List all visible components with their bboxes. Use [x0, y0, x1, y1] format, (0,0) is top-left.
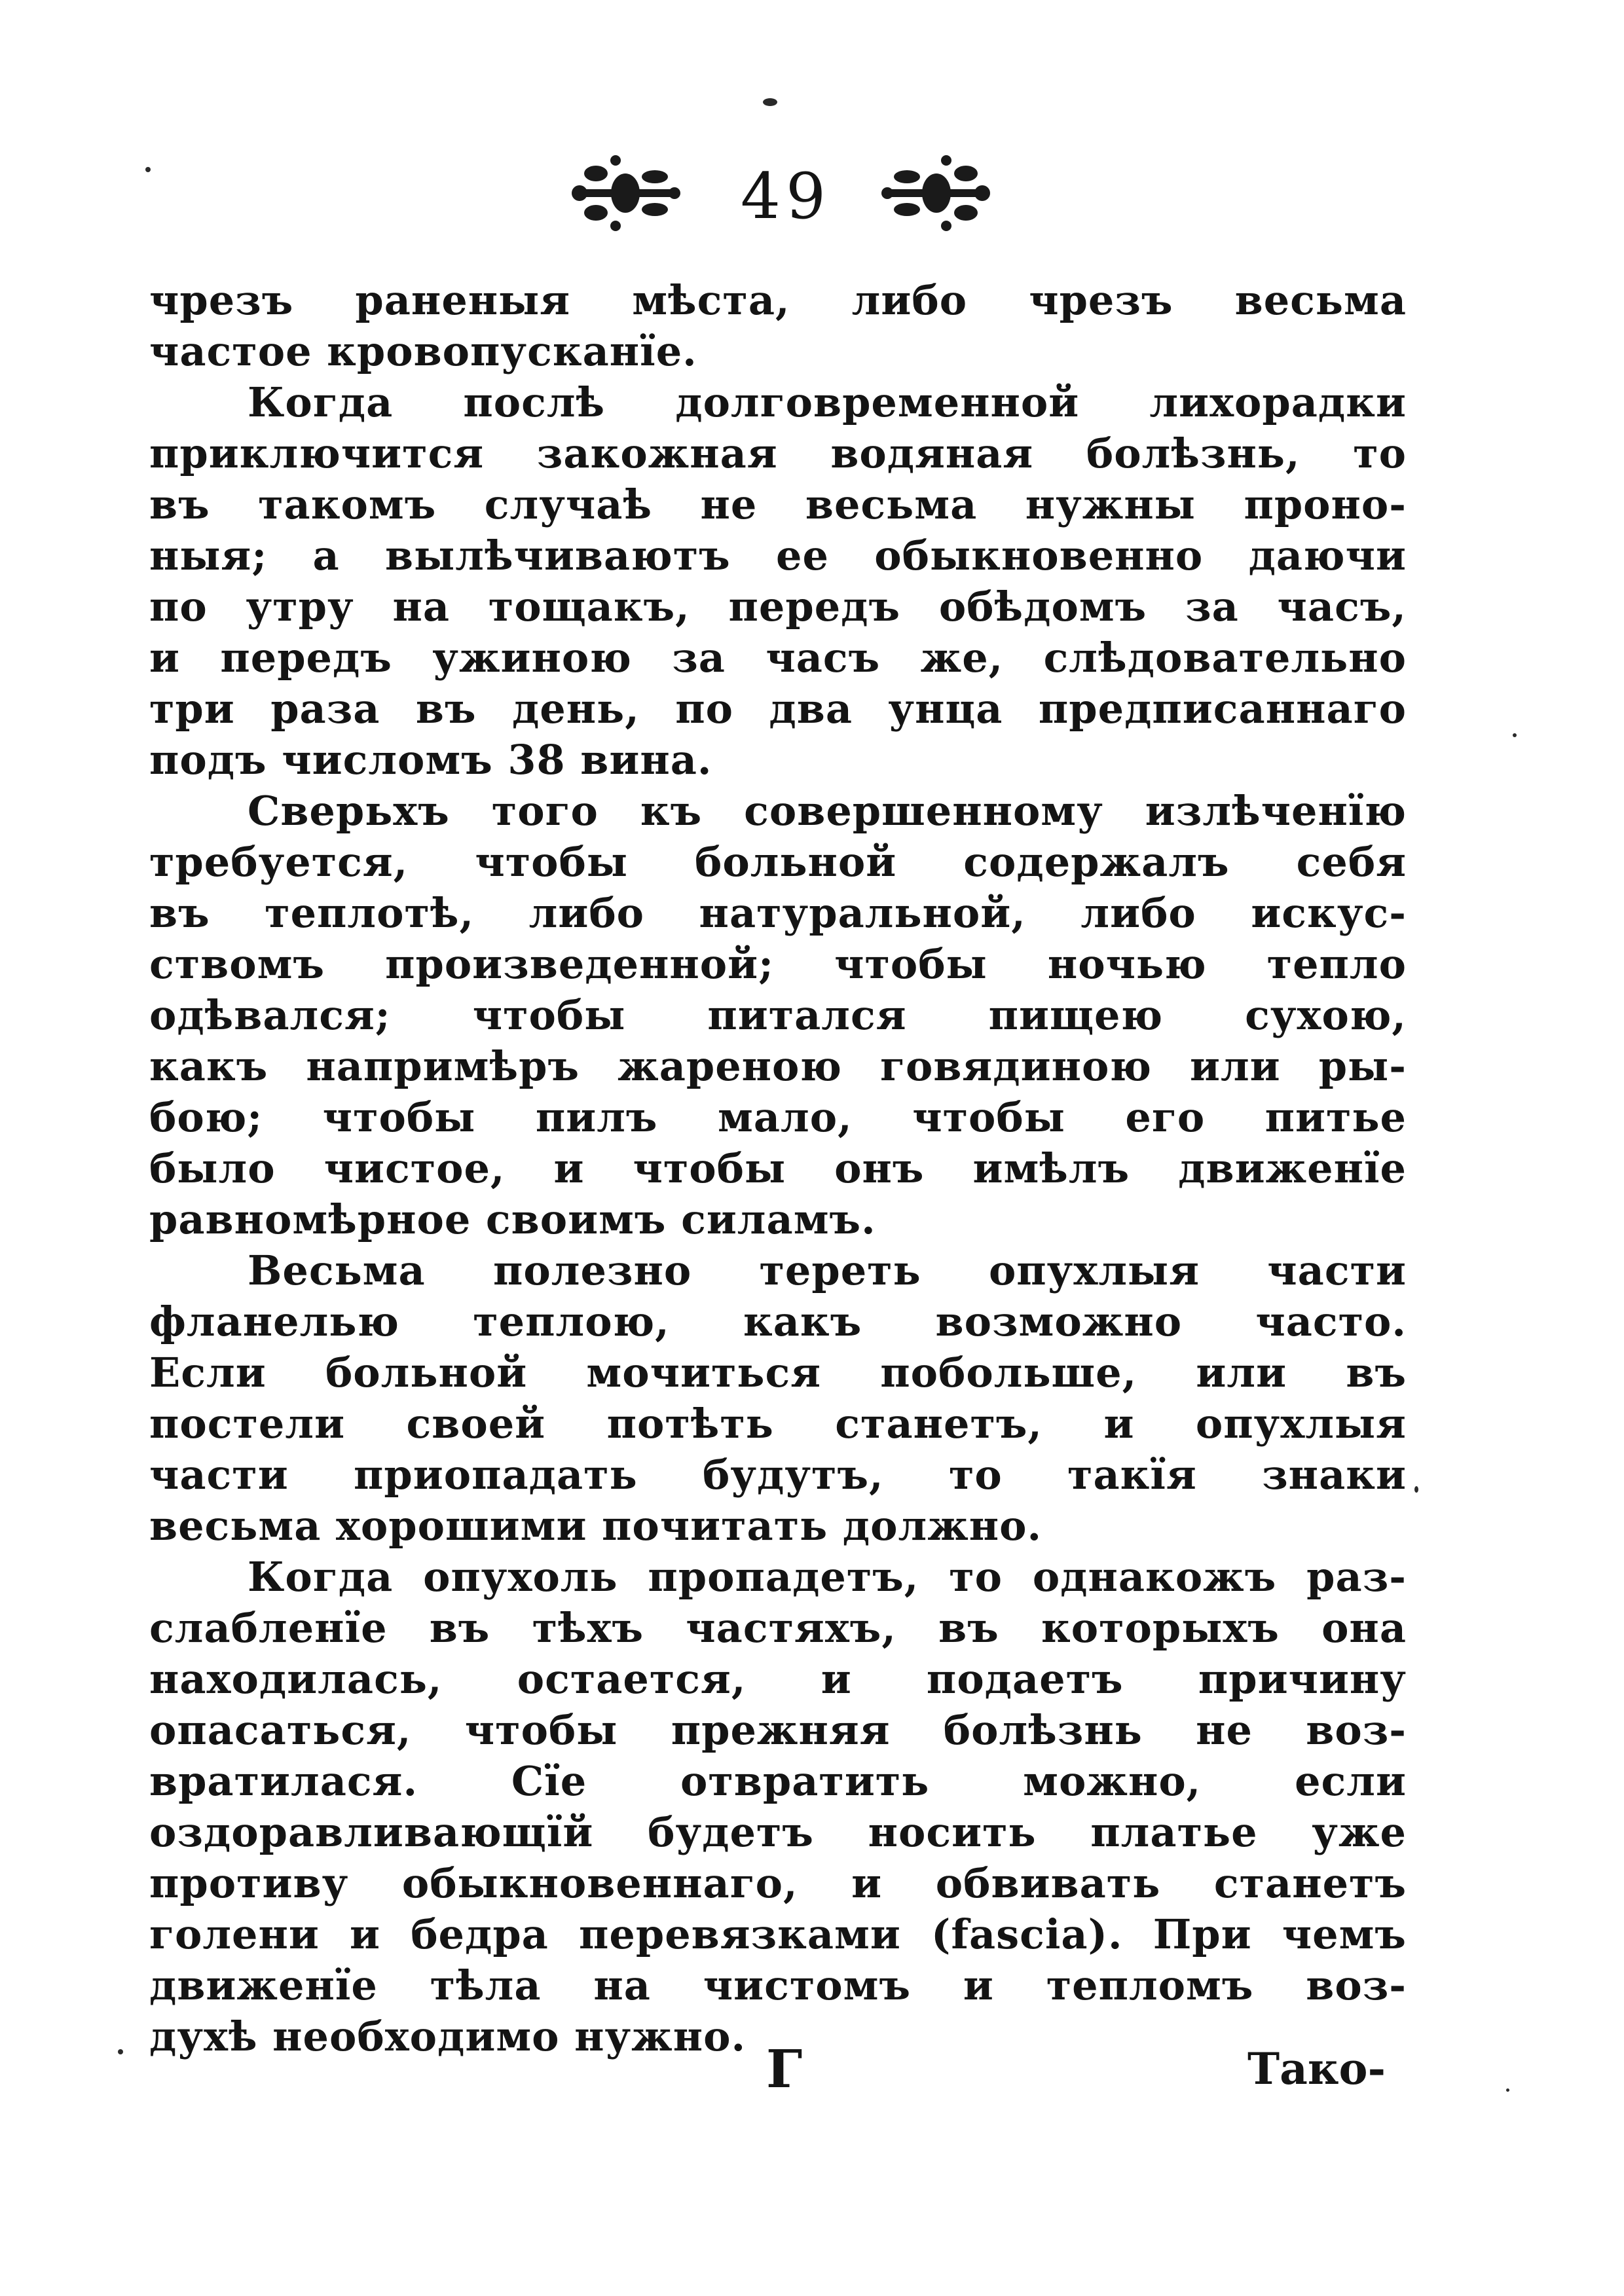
text-line: требуется, чтобы больной содержалъ себя [149, 838, 1407, 886]
text-line: чрезъ раненыя мѣста, либо чрезъ весьма [149, 276, 1407, 324]
text-line: находилась, остается, и подаетъ причину [149, 1655, 1407, 1703]
text-line: по утру на тощакъ, передъ обѣдомъ за часъ, [149, 583, 1407, 630]
text-line: вратилася. Сїе отвратить можно, если [149, 1757, 1407, 1805]
text-line: бою; чтобы пилъ мало, чтобы его питье [149, 1093, 1407, 1141]
text-line: оздоравливающїй будетъ носить платье уже [149, 1808, 1407, 1856]
text-line: подъ числомъ 38 вина. [149, 736, 712, 784]
text-line: фланелью теплою, какъ возможно часто. [149, 1298, 1407, 1345]
text-line: весьма хорошими почитать должно. [149, 1502, 1043, 1550]
text-line: въ такомъ случаѣ не весьма нужны проно- [149, 481, 1407, 528]
text-line: Сверьхъ того къ совершенному излѣченїю [248, 787, 1407, 835]
text-line: движенїе тѣла на чистомъ и тепломъ воз- [149, 1961, 1407, 2009]
text-line: ствомъ произведенной; чтобы ночью тепло [149, 940, 1407, 988]
body-text [149, 275, 1407, 2062]
text-line: какъ напримѣръ жареною говядиною или ры- [149, 1042, 1407, 1090]
page-header [0, 147, 1624, 246]
text-line: равномѣрное своимъ силамъ. [149, 1195, 876, 1243]
fleuron-left-icon [570, 147, 681, 239]
text-line: приключится закожная водяная болѣзнь, то [149, 429, 1407, 477]
ink-speck [1506, 2088, 1509, 2092]
text-line: три раза въ день, по два унца предписаннаго [149, 685, 1407, 733]
text-line: опасаться, чтобы прежняя болѣзнь не воз- [149, 1706, 1407, 1754]
signature-mark: Г [766, 2038, 803, 2100]
catchword: Тако- [1247, 2043, 1386, 2094]
text-line: ныя; а вылѣчиваютъ ее обыкновенно даючи [149, 532, 1407, 579]
ink-speck [1414, 1486, 1418, 1493]
text-line: Если больной мочиться побольше, или въ [149, 1349, 1407, 1396]
page-number: 49 [740, 160, 832, 233]
text-line: Когда опухоль пропадетъ, то однакожъ раз- [248, 1553, 1407, 1601]
text-line: противу обыкновеннаго, и обвивать станетъ [149, 1859, 1407, 1907]
text-line: духѣ необходимо нужно. [149, 2013, 747, 2060]
text-line: частое кровопусканїе. [149, 327, 697, 375]
text-line: одѣвался; чтобы питался пищею сухою, [149, 991, 1407, 1039]
fleuron-right-icon [881, 147, 992, 239]
ink-speck [1513, 733, 1517, 737]
text-line: Весьма полезно тереть опухлыя части [248, 1247, 1407, 1294]
ink-speck [118, 2049, 123, 2054]
text-line: въ теплотѣ, либо натуральной, либо искус- [149, 889, 1407, 937]
text-line: Когда послѣ долговременной лихорадки [248, 378, 1407, 426]
text-line: было чистое, и чтобы онъ имѣлъ движенїе [149, 1144, 1407, 1192]
ink-speck [763, 98, 777, 106]
text-line: постели своей потѣть станетъ, и опухлыя [149, 1400, 1407, 1448]
text-line: части приопадать будутъ, то такїя знаки [149, 1451, 1407, 1499]
text-line: слабленїе въ тѣхъ частяхъ, въ которыхъ она [149, 1604, 1407, 1652]
text-line: и передъ ужиною за часъ же, слѣдовательно [149, 634, 1407, 682]
text-line: голени и бедра перевязками (fascia). При чемъ [149, 1910, 1407, 1958]
